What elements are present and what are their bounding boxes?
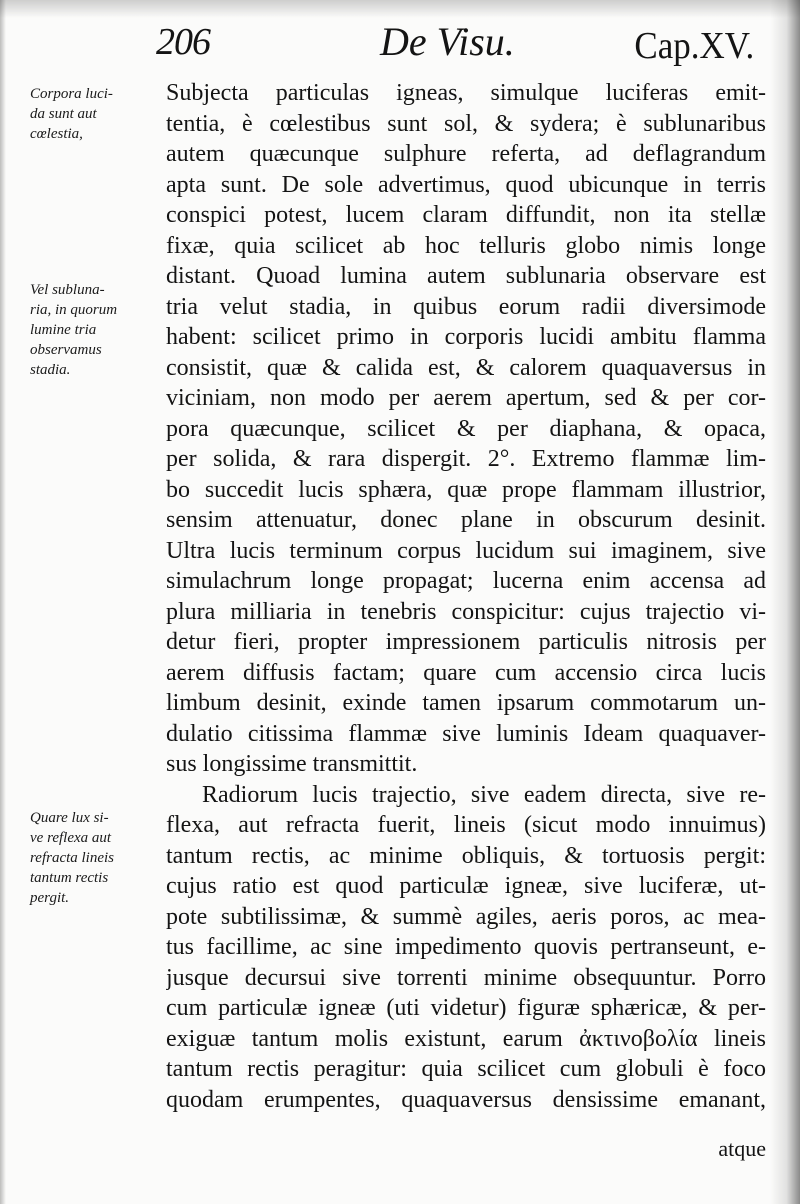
- text-line: fixæ, quia scilicet ab hoc telluris globo nimis longe: [166, 232, 766, 259]
- margin-note-line: ve reflexa aut: [30, 830, 112, 846]
- text-line: tentia, è cœlestibus sunt sol, & sydera; è sublunaribus: [166, 110, 766, 137]
- text-line: cum particulæ igneæ (uti videtur) figuræ sphæricæ, & per-: [166, 995, 766, 1021]
- text-line: conspici potest, lucem claram diffundit, non ita stellæ: [166, 202, 766, 228]
- page-left-edge-shadow: [0, 0, 6, 1204]
- text-line: dulatio citissima flammæ sive luminis Ideam quaquaver-: [166, 720, 766, 747]
- text-line: autem quæcunque sulphure referta, ad deflagrandum: [166, 141, 766, 167]
- chapter-label: Cap.XV.: [634, 25, 754, 67]
- text-line: quodam erumpentes, quaquaversus densissime emanant,: [166, 1086, 766, 1113]
- text-line: limbum desinit, exinde tamen ipsarum commotarum un-: [166, 690, 766, 716]
- text-line: habent: scilicet primo in corporis lucidi ambitu flamma: [166, 324, 766, 350]
- text-line: tria velut stadia, in quibus eorum radii diversimode: [166, 293, 766, 320]
- text-line: sus longissime transmittit.: [166, 751, 418, 777]
- margin-note-line: stadia.: [30, 362, 71, 378]
- text-line: simulachrum longe propagat; lucerna enim accensa ad: [166, 568, 766, 594]
- margin-note-corpora: [30, 84, 166, 144]
- binding-gutter-shadow: [770, 0, 800, 1204]
- margin-note-lux-reflexa: [30, 808, 166, 908]
- running-head: [150, 14, 760, 74]
- margin-note-line: observamus: [30, 342, 102, 358]
- text-line: tantum rectis, ac minime obliquis, & tortuosis pergit:: [166, 842, 766, 869]
- margin-note-line: refracta lineis: [30, 850, 115, 866]
- text-line: viciniam, non modo per aerem apertum, sed & per cor-: [166, 385, 766, 411]
- text-line: per solida, & rara dispergit. 2°. Extremo flammæ lim-: [166, 446, 766, 472]
- catchword: atque: [718, 1136, 766, 1161]
- margin-note-sublunaria: [30, 280, 166, 380]
- margin-note-line: cœlestia,: [30, 126, 83, 142]
- text-line: consistit, quæ & calida est, & calorem quaquaversus in: [166, 354, 766, 381]
- text-line: jusque decursui sive torrenti minime obsequuntur. Porro: [166, 964, 766, 991]
- margin-note-line: ria, in quorum: [30, 302, 118, 318]
- text-line: pora quæcunque, scilicet & per diaphana, & opaca,: [166, 415, 766, 442]
- text-line: sensim attenuatur, donec plane in obscurum desinit.: [166, 507, 766, 533]
- text-line: pote subtilissimæ, & summè agiles, aeris poros, ac mea-: [166, 903, 766, 930]
- text-line: tantum rectis peragitur: quia scilicet cum globuli è foco: [166, 1056, 766, 1082]
- text-line: tus facillime, ac sine impedimento quovis pertranseunt, e-: [166, 934, 766, 960]
- text-line: distant. Quoad lumina autem sublunaria observare est: [166, 263, 766, 289]
- text-line: cujus ratio est quod particulæ igneæ, sive luciferæ, ut-: [166, 873, 766, 899]
- margin-note-line: Quare lux si-: [30, 810, 109, 826]
- margin-note-line: da sunt aut: [30, 106, 97, 122]
- text-line: apta sunt. De sole advertimus, quod ubicunque in terris: [166, 171, 766, 198]
- text-line: aerem diffusis factam; quare cum accensio circa lucis: [166, 659, 766, 686]
- margin-note-line: tantum rectis: [30, 870, 109, 886]
- page-number: 206: [156, 21, 210, 63]
- text-line: plura milliaria in tenebris conspicitur: cujus trajectio vi-: [166, 598, 766, 625]
- margin-note-line: pergit.: [30, 890, 70, 906]
- text-line: Subjecta particulas igneas, simulque luciferas emit-: [166, 80, 766, 106]
- text-line: exiguæ tantum molis existunt, earum ἀκτινοβολία lineis: [166, 1025, 766, 1052]
- margin-note-line: Corpora luci-: [30, 86, 113, 102]
- body-text: [166, 78, 766, 1115]
- text-line: bo succedit lucis sphæra, quæ prope flammam illustrior,: [166, 476, 766, 503]
- margin-note-line: lumine tria: [30, 322, 97, 338]
- running-title: De Visu.: [380, 19, 515, 64]
- text-line: Ultra lucis terminum corpus lucidum sui imaginem, sive: [166, 537, 766, 564]
- text-line: flexa, aut refracta fuerit, lineis (sicut modo innuimus): [166, 812, 766, 838]
- margin-note-line: Vel subluna-: [30, 282, 105, 298]
- text-line: Radiorum lucis trajectio, sive eadem directa, sive re-: [202, 781, 766, 808]
- text-line: detur fieri, propter impressionem particulis nitrosis per: [166, 629, 766, 655]
